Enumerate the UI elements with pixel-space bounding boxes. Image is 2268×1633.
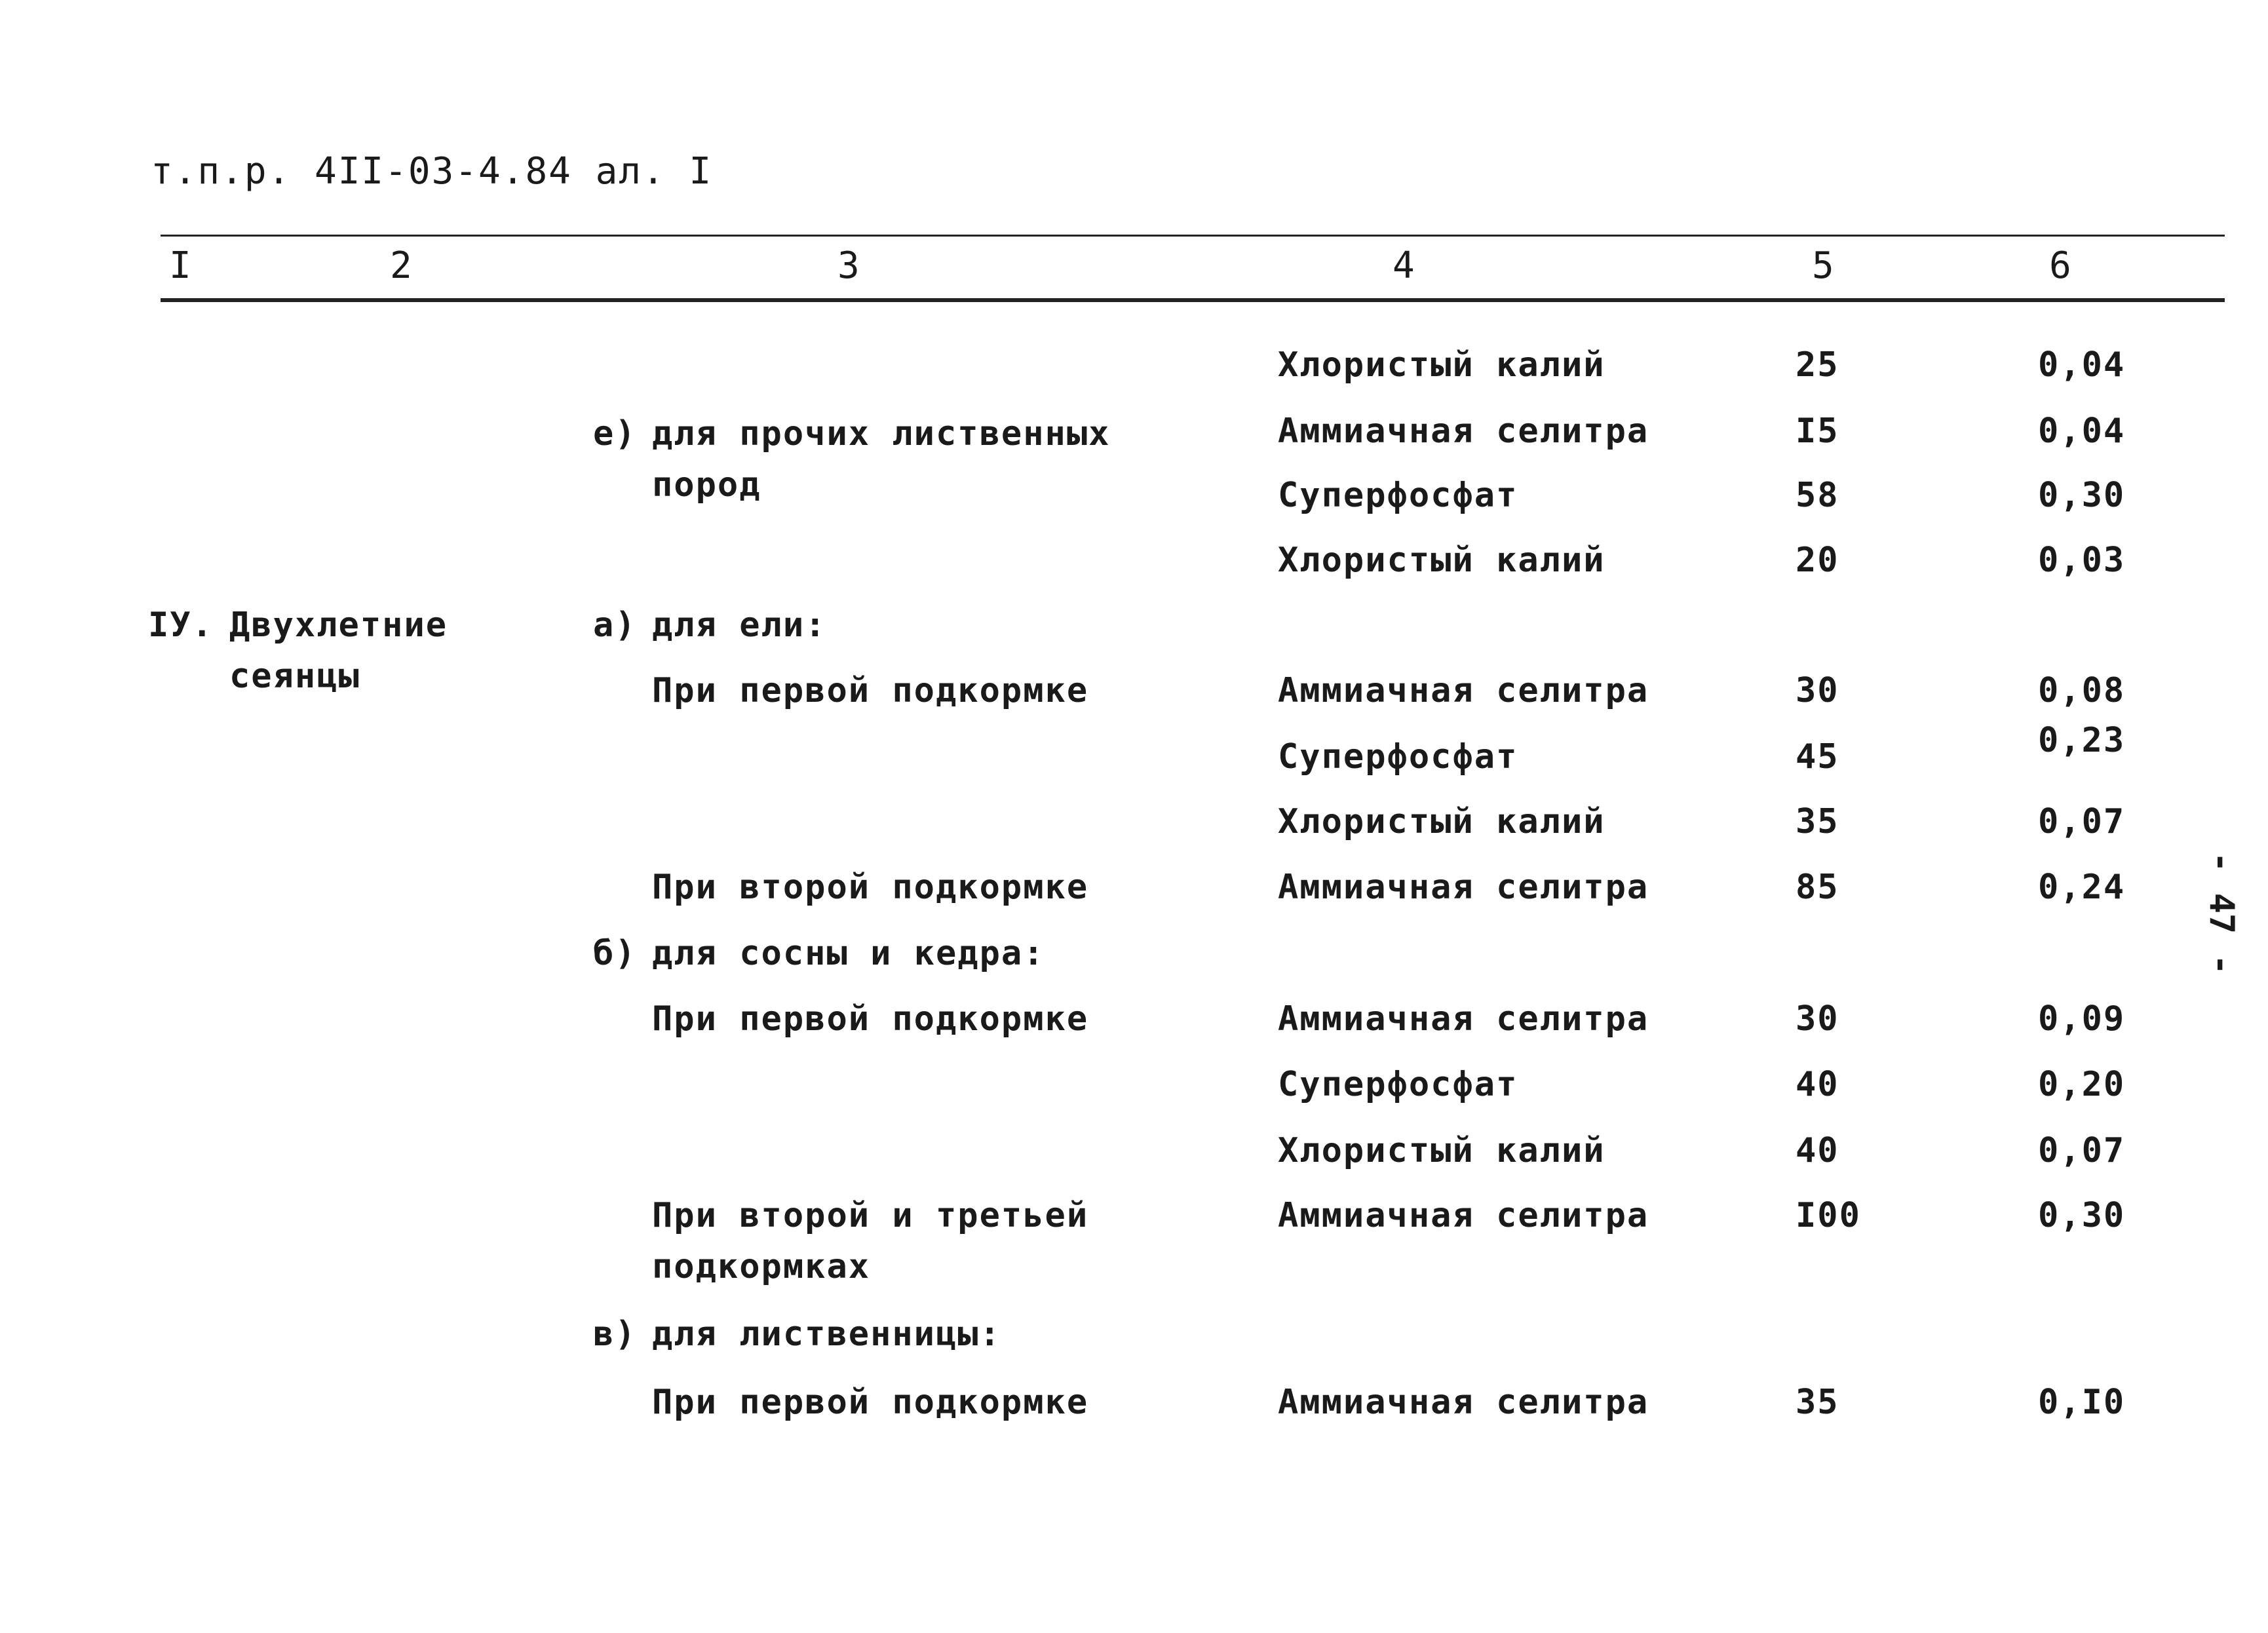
dose-value: 40 bbox=[1796, 1065, 1839, 1104]
page-number: - 47 - bbox=[2202, 852, 2241, 975]
subgroup-label-e: е) bbox=[593, 414, 637, 453]
table-header-rule bbox=[161, 298, 2225, 302]
stage-a-second: При второй подкормке bbox=[652, 868, 1089, 907]
fertilizer-name: Аммиачная селитра bbox=[1278, 1383, 1649, 1422]
stage-b-second-line1: При второй и третьей bbox=[652, 1196, 1089, 1235]
fertilizer-name: Суперфосфат bbox=[1278, 737, 1518, 777]
section-number: IУ. bbox=[148, 605, 214, 645]
dose-value: 45 bbox=[1796, 737, 1839, 777]
amount-value: 0,20 bbox=[2038, 1065, 2126, 1104]
amount-value: 0,07 bbox=[2038, 1131, 2126, 1170]
fertilizer-name: Аммиачная селитра bbox=[1278, 999, 1649, 1039]
amount-value: 0,03 bbox=[2038, 541, 2126, 580]
amount-value: 0,24 bbox=[2038, 868, 2126, 907]
fertilizer-name: Хлористый калий bbox=[1278, 1131, 1605, 1170]
amount-value: 0,07 bbox=[2038, 802, 2126, 841]
amount-value: 0,23 bbox=[2038, 721, 2126, 760]
subgroup-label-b: б) bbox=[593, 934, 637, 973]
dose-value: 35 bbox=[1796, 802, 1839, 841]
stage-b-first: При первой подкормке bbox=[652, 999, 1089, 1039]
dose-value: 30 bbox=[1796, 671, 1839, 710]
subgroup-text-e-line1: для прочих лиственных bbox=[652, 414, 1111, 453]
fertilizer-name: Аммиачная селитра bbox=[1278, 671, 1649, 710]
document-reference: т.п.р. 4II-03-4.84 ал. I bbox=[151, 150, 713, 193]
dose-value: 58 bbox=[1796, 476, 1839, 515]
stage-a-first: При первой подкормке bbox=[652, 671, 1089, 710]
fertilizer-name: Аммиачная селитра bbox=[1278, 412, 1649, 451]
table-top-rule bbox=[161, 235, 2225, 237]
dose-value: I5 bbox=[1796, 412, 1839, 451]
column-header-6: 6 bbox=[2049, 244, 2073, 287]
subgroup-label-a: а) bbox=[593, 605, 637, 645]
section-title-line1: Двухлетние bbox=[229, 605, 448, 645]
dose-value: 35 bbox=[1796, 1383, 1839, 1422]
dose-value: 40 bbox=[1796, 1131, 1839, 1170]
column-header-3: 3 bbox=[837, 244, 861, 287]
fertilizer-name: Хлористый калий bbox=[1278, 541, 1605, 580]
amount-value: 0,30 bbox=[2038, 1196, 2126, 1235]
amount-value: 0,04 bbox=[2038, 345, 2126, 385]
subgroup-text-v: для лиственницы: bbox=[652, 1315, 1001, 1354]
dose-value: 20 bbox=[1796, 541, 1839, 580]
fertilizer-name: Аммиачная селитра bbox=[1278, 868, 1649, 907]
fertilizer-name: Хлористый калий bbox=[1278, 802, 1605, 841]
column-header-5: 5 bbox=[1812, 244, 1836, 287]
stage-v-first: При первой подкормке bbox=[652, 1383, 1089, 1422]
fertilizer-name: Хлористый калий bbox=[1278, 345, 1605, 385]
stage-b-second-line2: подкормках bbox=[652, 1247, 871, 1286]
subgroup-text-b: для сосны и кедра: bbox=[652, 934, 1045, 973]
dose-value: I00 bbox=[1796, 1196, 1861, 1235]
column-header-2: 2 bbox=[390, 244, 413, 287]
amount-value: 0,30 bbox=[2038, 476, 2126, 515]
fertilizer-name: Аммиачная селитра bbox=[1278, 1196, 1649, 1235]
fertilizer-name: Суперфосфат bbox=[1278, 476, 1518, 515]
amount-value: 0,08 bbox=[2038, 671, 2126, 710]
amount-value: 0,09 bbox=[2038, 999, 2126, 1039]
subgroup-text-e-line2: пород bbox=[652, 465, 761, 505]
amount-value: 0,04 bbox=[2038, 412, 2126, 451]
subgroup-label-v: в) bbox=[593, 1315, 637, 1354]
amount-value: 0,I0 bbox=[2038, 1383, 2126, 1422]
fertilizer-name: Суперфосфат bbox=[1278, 1065, 1518, 1104]
section-title-line2: сеянцы bbox=[229, 657, 360, 696]
column-header-1: I bbox=[169, 244, 193, 287]
dose-value: 30 bbox=[1796, 999, 1839, 1039]
dose-value: 25 bbox=[1796, 345, 1839, 385]
dose-value: 85 bbox=[1796, 868, 1839, 907]
column-header-4: 4 bbox=[1393, 244, 1416, 287]
subgroup-text-a: для ели: bbox=[652, 605, 827, 645]
